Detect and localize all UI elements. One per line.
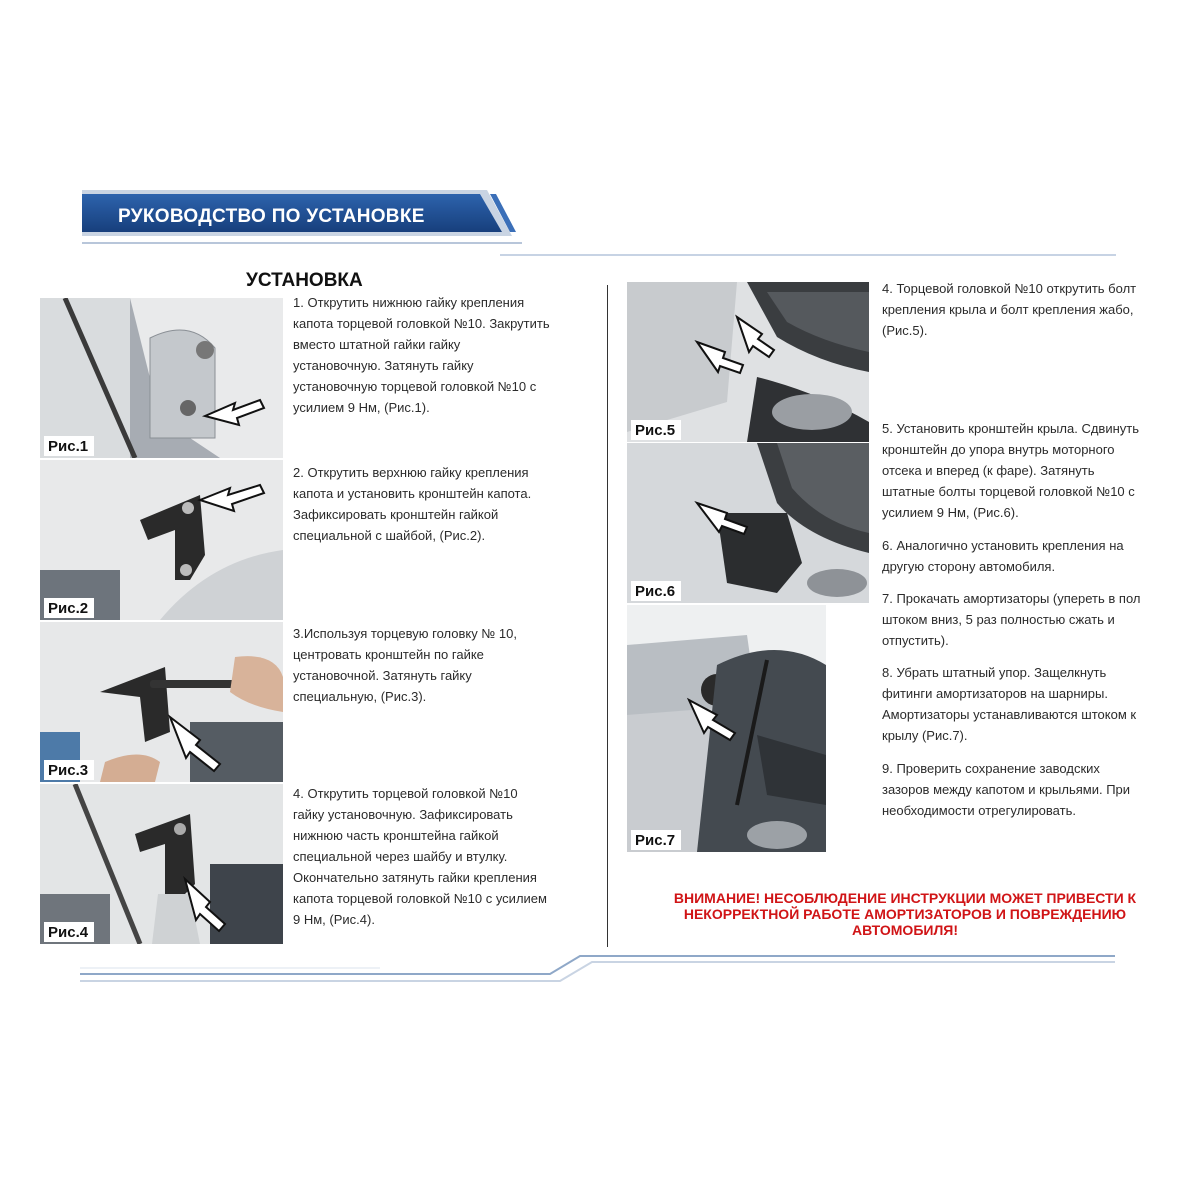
figure-6-label: Рис.6 (631, 581, 681, 601)
step-9-text: 8. Убрать штатный упор. Защелкнуть фитинги амортизаторов на шарниры. Амортизаторы устанавливаются штоком к крылу (Рис.7). (882, 665, 1137, 743)
figure-1-label: Рис.1 (44, 436, 94, 456)
step-3-text: 3.Используя торцевую головку № 10, центровать кронштейн по гайке установочной. Затянуть гайку специальную, (Рис.3). (293, 626, 517, 704)
figure-4-label: Рис.4 (44, 922, 94, 942)
header-rule (500, 254, 1116, 256)
step-7-text: 6. Аналогично установить крепления на другую сторону автомобиля. (882, 538, 1124, 574)
figure-6-photo (627, 443, 869, 603)
figure-7-photo (627, 605, 826, 852)
section-title: УСТАНОВКА (246, 270, 363, 291)
step-10-text: 9. Проверить сохранение заводских зазоров между капотом и крыльями. При необходимости отрегулировать. (882, 761, 1131, 818)
figure-2-photo (40, 460, 283, 620)
header-underline (82, 242, 522, 244)
figure-7-label: Рис.7 (631, 830, 681, 850)
figure-3-label: Рис.3 (44, 760, 94, 780)
figure-5-label: Рис.5 (631, 420, 681, 440)
page-title: РУКОВОДСТВО ПО УСТАНОВКЕ (118, 206, 425, 227)
step-8-text: 7. Прокачать амортизаторы (упереть в пол штоком вниз, 5 раз полностью сжать и отпустить). (882, 591, 1141, 648)
figure-5-photo (627, 282, 869, 442)
step-2-text: 2. Открутить верхнюю гайку крепления капота и установить кронштейн капота. Зафиксировать кронштейн гайкой специальной с шайбой, (Рис.2). (293, 465, 532, 543)
step-6-text: 5. Установить кронштейн крыла. Сдвинуть кронштейн до упора внутрь моторного отсека и вперед (к фаре). Затянуть штатные болты торцевой головкой №10 с усилием 9 Нм, (Рис.6). (882, 421, 1139, 520)
footer-decoration (80, 948, 1120, 988)
figure-3-photo (40, 622, 283, 782)
figure-2-label: Рис.2 (44, 598, 94, 618)
figure-1-photo (40, 298, 283, 458)
step-1-text: 1. Открутить нижнюю гайку крепления капота торцевой головкой №10. Закрутить вместо штатной гайки гайку установочную. Затянуть гайку установочную торцевой головкой №10 с усилием 9 Нм, (Рис.1). (293, 295, 550, 415)
warning-text: ВНИМАНИЕ! НЕСОБЛЮДЕНИЕ ИНСТРУКЦИИ МОЖЕТ ПРИВЕСТИ К НЕКОРРЕКТНОЙ РАБОТЕ АМОРТИЗАТОРОВ И ПОВРЕЖДЕНИЮ АВТОМОБИЛЯ! (673, 890, 1137, 938)
column-divider (607, 285, 608, 947)
figure-4-photo (40, 784, 283, 944)
step-4-text: 4. Открутить торцевой головкой №10 гайку установочную. Зафиксировать нижнюю часть кронштейна гайкой специальной через шайбу и втулку. Окончательно затянуть гайки крепления капота торцевой головкой №10 с усилием 9 Нм, (Рис.4). (293, 786, 547, 927)
step-5-text: 4. Торцевой головкой №10 открутить болт крепления крыла и болт крепления жабо, (Рис.5). (882, 281, 1137, 338)
